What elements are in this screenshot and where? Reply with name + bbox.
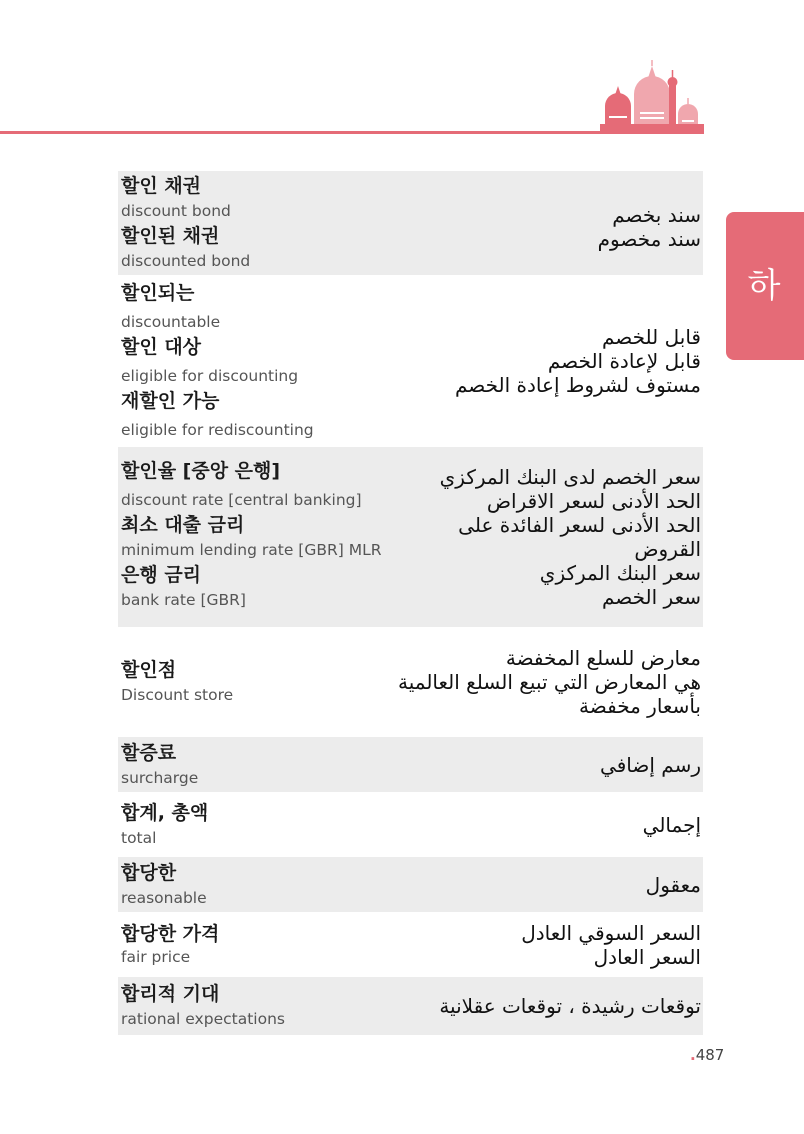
header-rule [0, 131, 703, 134]
english-term: Discount store [121, 686, 234, 704]
english-term: eligible for discounting [121, 367, 299, 385]
korean-term: 할인 채권 [121, 175, 202, 197]
arabic-translation [521, 921, 701, 969]
arabic-line: الحد الأدنى لسعر الفائدة على القروض [458, 513, 701, 561]
glossary-row [118, 447, 703, 627]
arabic-line: قابل لإعادة الخصم [547, 349, 701, 373]
korean-term: 합리적 기대 [121, 983, 220, 1005]
korean-term: 할인 대상 [121, 336, 202, 358]
arabic-line: مستوف لشروط إعادة الخصم [454, 373, 701, 397]
glossary-row [118, 857, 703, 912]
mosque-icon [600, 58, 704, 134]
arabic-translation [598, 203, 701, 251]
korean-term: 할인되는 [121, 282, 195, 304]
arabic-translation [411, 465, 701, 609]
korean-english-terms [121, 281, 314, 441]
glossary-row [118, 977, 703, 1035]
korean-english-terms [121, 658, 233, 706]
english-term: eligible for rediscounting [121, 421, 314, 439]
arabic-line: سعر الخصم لدى البنك المركزي [439, 465, 701, 489]
english-term: surcharge [121, 768, 199, 787]
arabic-line: سعر الخصم [601, 585, 701, 609]
arabic-line: قابل للخصم [601, 325, 701, 349]
page-number-dot: . [690, 1046, 696, 1064]
arabic-translation [439, 994, 701, 1018]
english-term: discount bond [121, 202, 231, 220]
korean-term: 은행 금리 [121, 564, 202, 586]
korean-term: 합계, 총액 [121, 801, 209, 824]
glossary-entries [118, 171, 703, 1040]
english-term: bank rate [GBR] [121, 591, 246, 609]
korean-term: 할증료 [121, 741, 177, 764]
english-term: discountable [121, 313, 221, 331]
korean-term: 할인율 [중앙 은행] [121, 460, 281, 482]
arabic-line: سعر البنك المركزي [539, 561, 701, 585]
arabic-line: سند مخصوم [597, 227, 701, 251]
glossary-row [118, 280, 703, 442]
english-term: rational expectations [121, 1010, 285, 1028]
arabic-line: توقعات رشيدة ، توقعات عقلانية [439, 994, 701, 1018]
english-term: discounted bond [121, 252, 251, 270]
arabic-translation [600, 753, 701, 777]
arabic-translation [455, 325, 701, 397]
english-term: minimum lending rate [GBR] MLR [121, 541, 382, 559]
page-number [690, 1046, 724, 1064]
korean-english-terms [121, 459, 382, 611]
korean-english-terms [121, 922, 219, 968]
korean-english-terms [121, 801, 208, 849]
korean-english-terms [121, 982, 285, 1030]
korean-english-terms [121, 741, 198, 789]
arabic-line: معارض للسلع المخفضة [505, 646, 701, 670]
arabic-line: هي المعارض التي تبيع السلع العالمية بأسعار مخفضة [398, 670, 701, 718]
arabic-line: إجمالي [642, 812, 701, 837]
korean-term: 할인점 [121, 659, 177, 681]
english-term: total [121, 828, 157, 847]
glossary-row [118, 171, 703, 275]
english-term: fair price [121, 947, 191, 966]
glossary-row [118, 917, 703, 972]
english-term: discount rate [central banking] [121, 491, 362, 509]
arabic-line: السعر العادل [593, 944, 701, 969]
page-number-value: 487 [695, 1046, 725, 1064]
arabic-line: رسم إضافي [600, 752, 701, 777]
arabic-line: السعر السوقي العادل [521, 920, 701, 945]
korean-term: 합당한 [121, 861, 177, 884]
korean-english-terms [121, 174, 250, 272]
arabic-line: معقول [645, 872, 701, 897]
glossary-row [118, 632, 703, 732]
section-index-label: 하 [747, 266, 781, 306]
korean-term: 합당한 가격 [121, 922, 220, 945]
arabic-line: سند بخصم [612, 203, 701, 227]
english-term: reasonable [121, 888, 207, 907]
korean-term: 할인된 채권 [121, 225, 220, 247]
korean-english-terms [121, 861, 207, 909]
glossary-row [118, 737, 703, 792]
section-index-tab[interactable] [726, 212, 804, 360]
arabic-translation [361, 646, 701, 718]
arabic-translation [643, 813, 701, 837]
korean-term: 재할인 가능 [121, 390, 220, 412]
glossary-row [118, 797, 703, 852]
arabic-translation [646, 873, 701, 897]
korean-term: 최소 대출 금리 [121, 514, 245, 536]
arabic-line: الحد الأدنى لسعر الاقراض [486, 489, 701, 513]
